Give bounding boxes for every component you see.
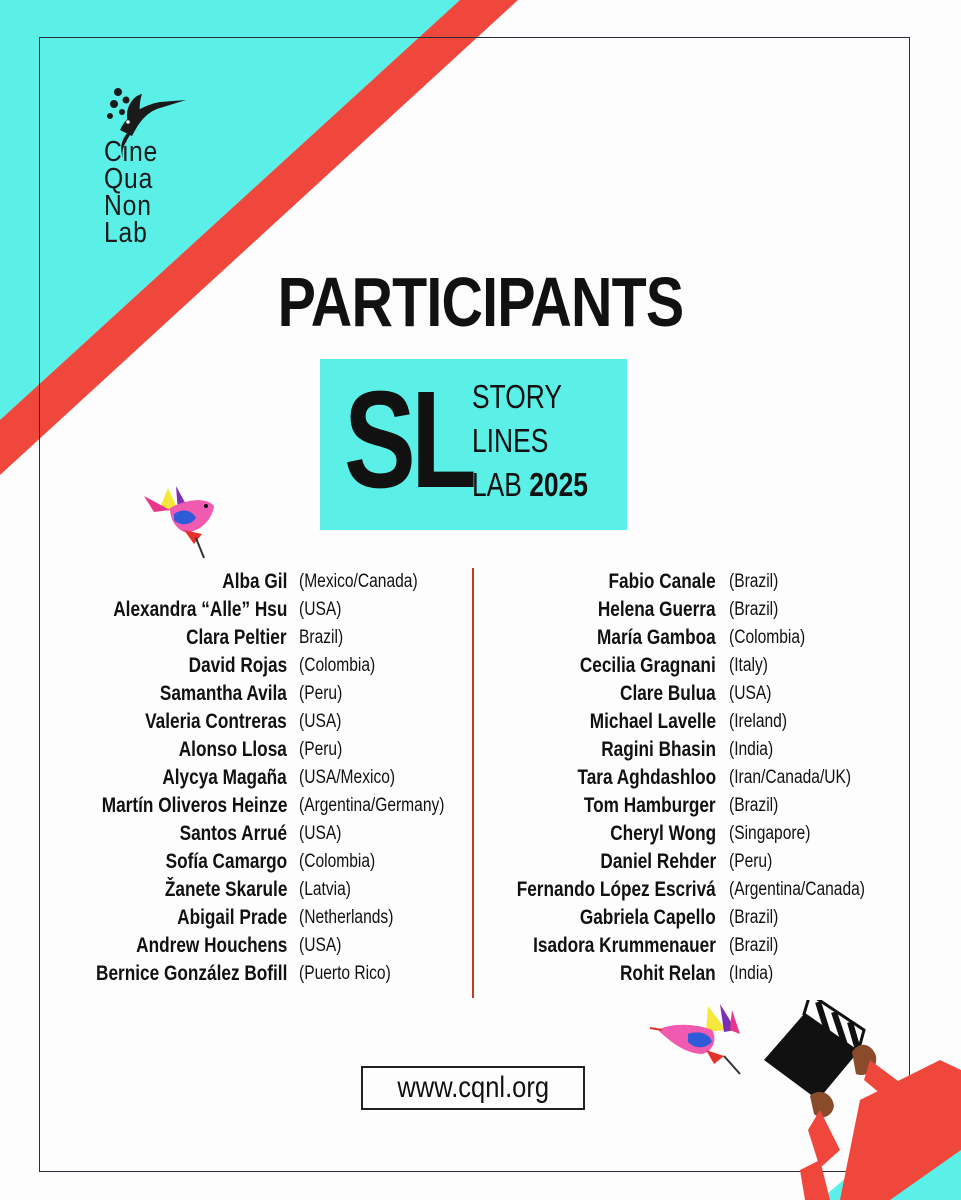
participant-country: (Peru) — [729, 851, 773, 872]
participant-country: (Netherlands) — [299, 907, 394, 928]
participant-name: Isadora Krummenauer — [533, 934, 716, 957]
participant-country: (Brazil) — [729, 571, 779, 592]
participant-name: Clare Bulua — [620, 682, 716, 705]
participant-country: (Colombia) — [299, 655, 376, 676]
badge-line-1: STORY — [472, 378, 562, 415]
participant-country: (Singapore) — [729, 823, 811, 844]
participant-name: Abigail Prade — [176, 906, 287, 929]
participant-country: (Colombia) — [729, 627, 806, 648]
participant-country: (USA) — [299, 823, 342, 844]
participant-country: (USA) — [299, 599, 342, 620]
participant-country: (Latvia) — [299, 879, 351, 900]
participant-country: (Brazil) — [729, 907, 779, 928]
hummingbird-illustration-icon — [140, 478, 220, 560]
badge-line-2: LINES — [472, 422, 549, 459]
participant-name: María Gamboa — [597, 626, 716, 649]
participant-country: (Argentina/Canada) — [729, 879, 865, 900]
participant-name: Tara Aghdashloo — [577, 766, 716, 789]
participant-name: Daniel Rehder — [600, 850, 716, 873]
badge-year: 2025 — [529, 466, 588, 503]
participant-country: (Brazil) — [729, 935, 779, 956]
participant-name: Tom Hamburger — [584, 794, 716, 817]
participant-name: Michael Lavelle — [589, 710, 716, 733]
participant-name: Valeria Contreras — [145, 710, 287, 733]
participant-name: Cheryl Wong — [610, 822, 716, 845]
participant-name: Alonso Llosa — [178, 738, 287, 761]
participant-name: Samantha Avila — [160, 682, 287, 705]
participant-name: Ragini Bhasin — [601, 738, 716, 761]
participant-name: Alba Gil — [221, 570, 287, 593]
participant-country: (Puerto Rico) — [299, 963, 391, 984]
participant-country: (Iran/Canada/UK) — [729, 767, 852, 788]
participant-name: Fernando López Escrivá — [516, 878, 716, 901]
website-text: www.cqnl.org — [397, 1071, 549, 1104]
participant-country: (Colombia) — [299, 851, 376, 872]
hummingbird-illustration-icon-2 — [648, 1000, 748, 1078]
participant-name: Helena Guerra — [598, 598, 716, 621]
logo-word-2: Qua — [104, 163, 154, 195]
participant-name: Gabriela Capello — [580, 906, 716, 929]
participant-country: (USA) — [299, 935, 342, 956]
participant-country: (Peru) — [299, 739, 343, 760]
participant-country: Brazil) — [299, 627, 344, 648]
participant-name: Sofía Camargo — [165, 850, 287, 873]
logo-word-3: Non — [104, 190, 152, 222]
badge-line-3 — [472, 467, 588, 503]
column-divider — [472, 568, 474, 998]
website-url[interactable] — [361, 1066, 585, 1110]
logo-word-1: Cine — [104, 136, 159, 168]
clapperboard-illustration-icon — [760, 1000, 961, 1200]
storylines-lab-badge — [320, 359, 627, 530]
participant-name: David Rojas — [188, 654, 287, 677]
participant-name: Alycya Magaña — [162, 766, 287, 789]
participant-name: Žanete Skarule — [164, 878, 287, 901]
participant-country: (Italy) — [729, 655, 768, 676]
participant-name: Andrew Houchens — [135, 934, 287, 957]
participant-country: (India) — [729, 963, 774, 984]
participant-name: Cecilia Gragnani — [580, 654, 716, 677]
participant-country: (India) — [729, 739, 774, 760]
participant-country: (USA) — [729, 683, 772, 704]
participant-name: Bernice González Bofill — [95, 962, 287, 985]
badge-lab-label: LAB — [472, 466, 530, 503]
participant-name: Alexandra “Alle” Hsu — [112, 598, 287, 621]
participant-country: (Peru) — [299, 683, 343, 704]
badge-initials: SL — [344, 363, 473, 517]
participant-country: (USA/Mexico) — [299, 767, 396, 788]
participant-name: Clara Peltier — [186, 626, 287, 649]
participant-country: (Brazil) — [729, 599, 779, 620]
participant-name: Rohit Relan — [620, 962, 716, 985]
participant-country: (Brazil) — [729, 795, 779, 816]
participant-country: (Argentina/Germany) — [299, 795, 445, 816]
participant-name: Fabio Canale — [608, 570, 716, 593]
participant-country: (Ireland) — [729, 711, 788, 732]
page-title: PARTICIPANTS — [277, 263, 684, 341]
logo-word-4: Lab — [104, 217, 148, 249]
participant-name: Santos Arrué — [179, 822, 287, 845]
participant-country: (Mexico/Canada) — [299, 571, 418, 592]
participant-name: Martín Oliveros Heinze — [101, 794, 287, 817]
participant-country: (USA) — [299, 711, 342, 732]
